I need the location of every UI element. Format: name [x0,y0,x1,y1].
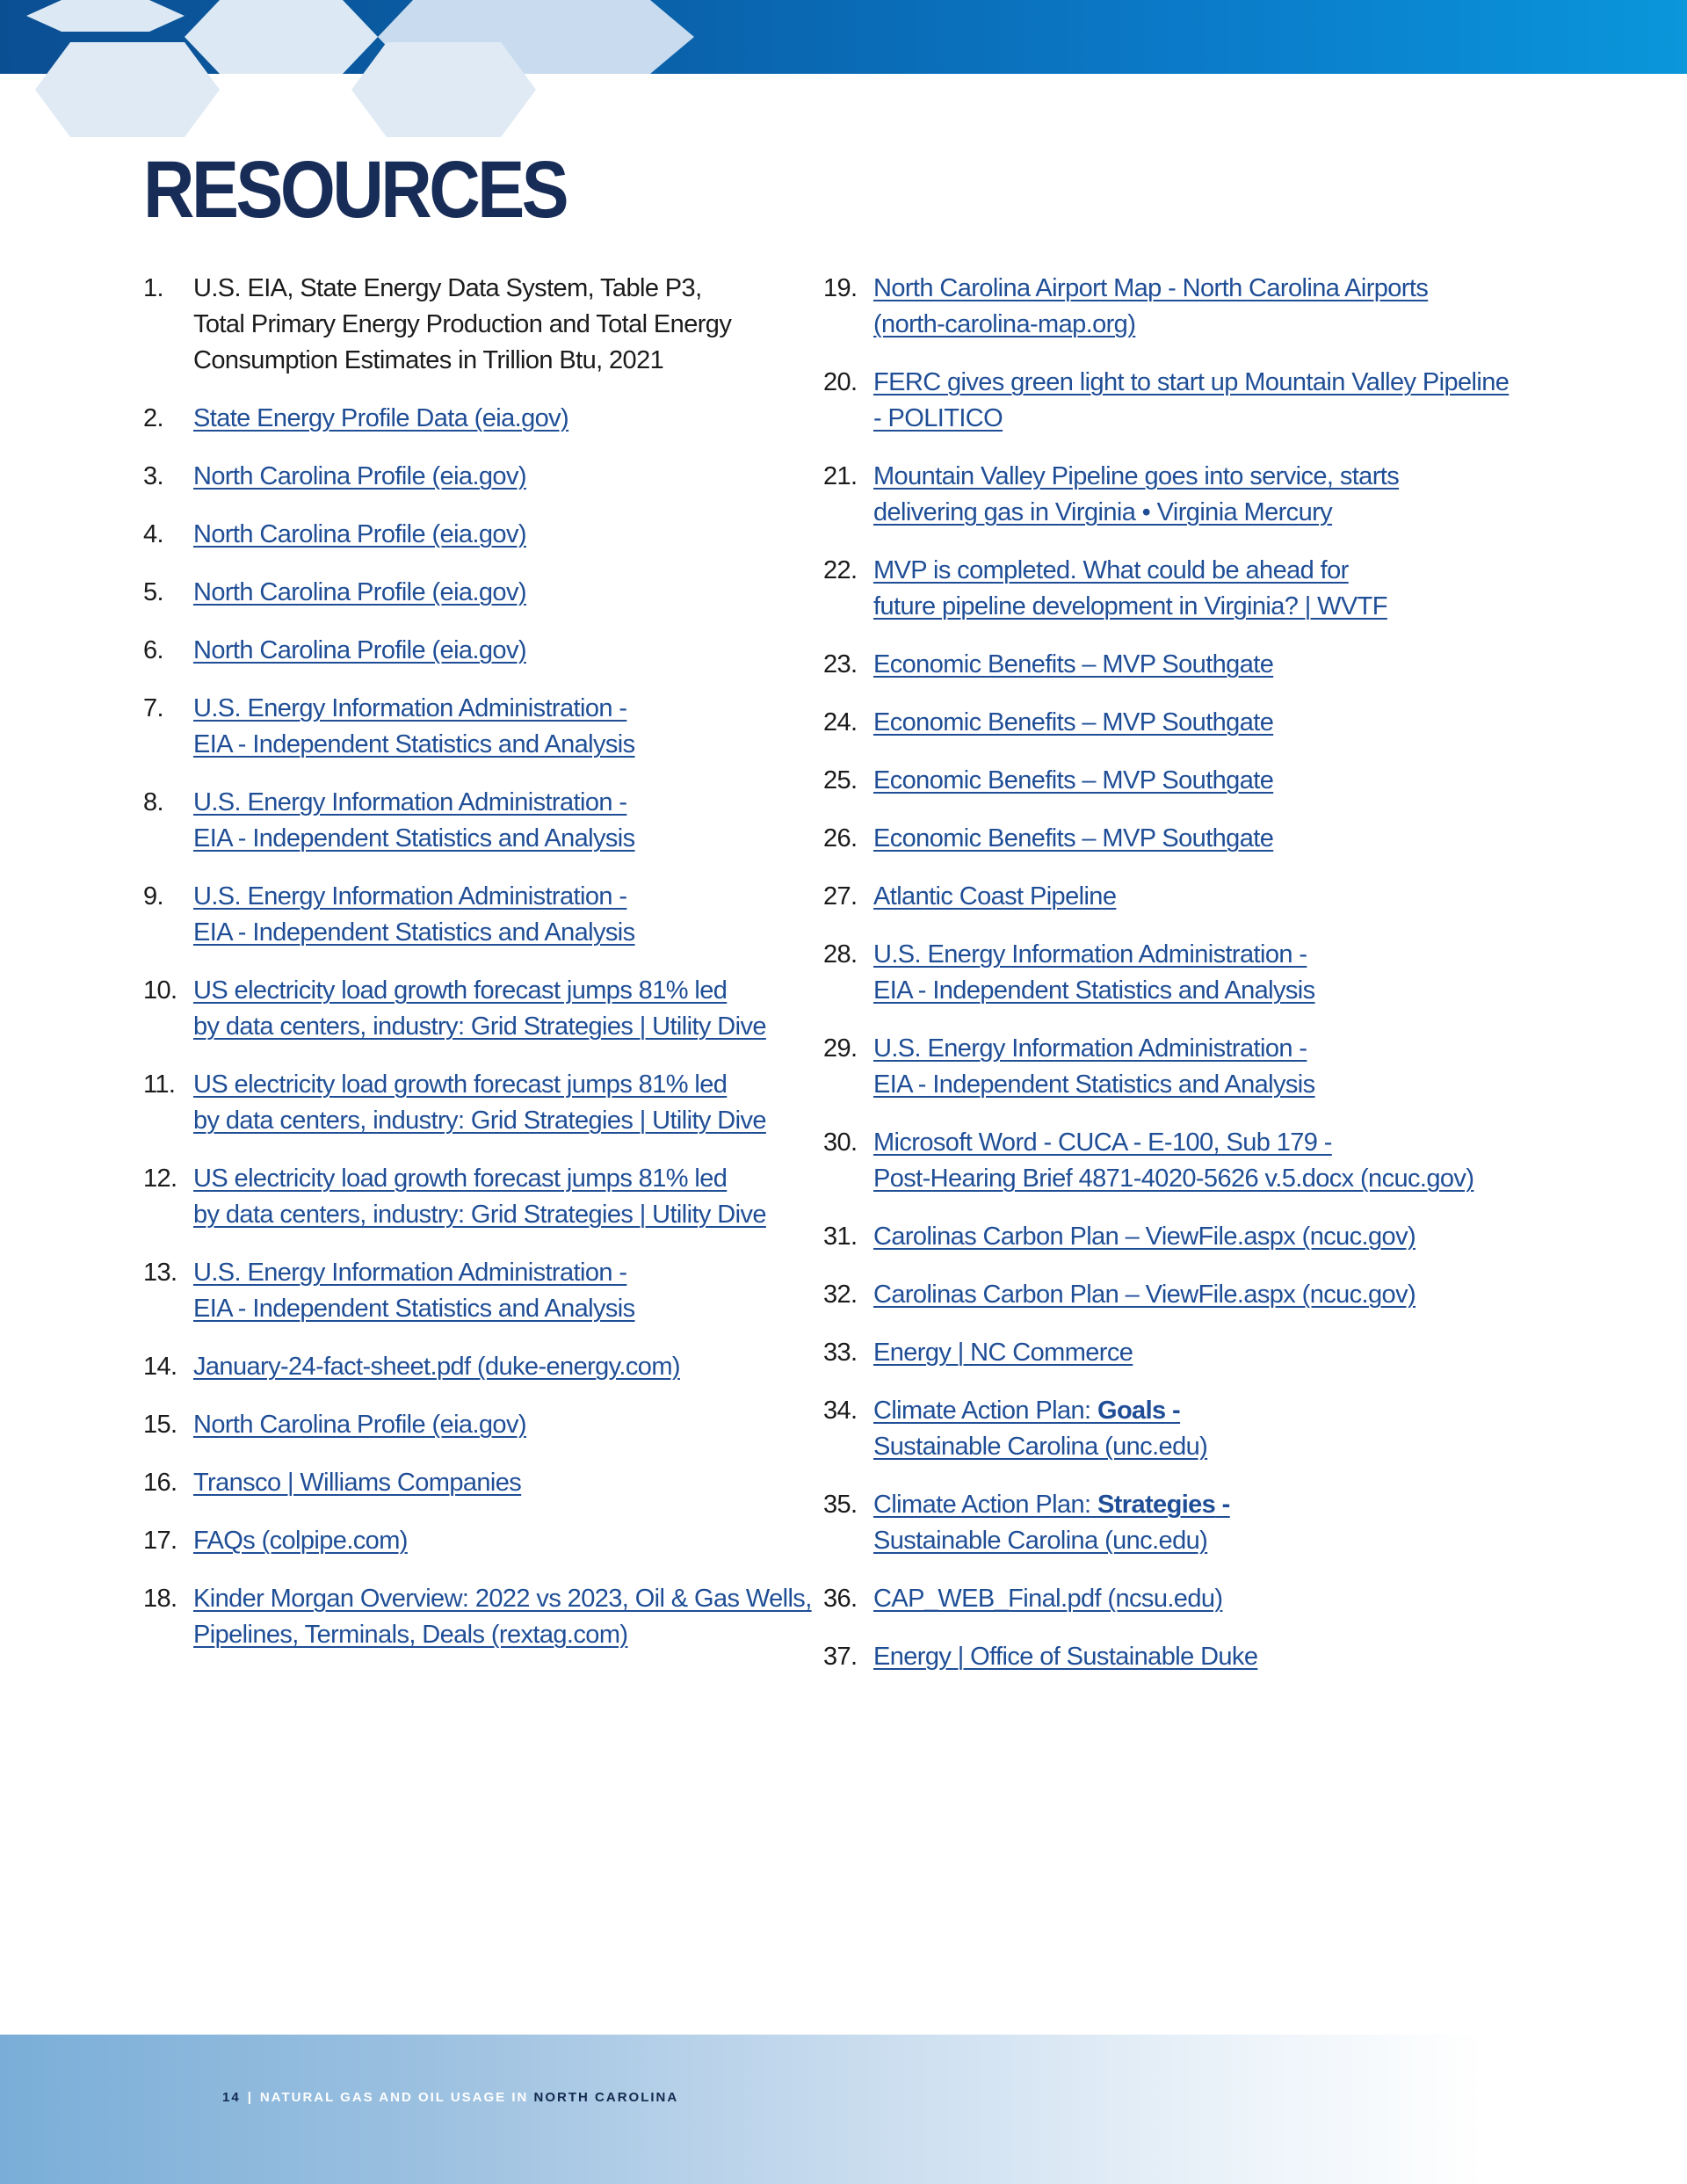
reference-link[interactable] [873,1125,1473,1197]
reference-text [873,647,1273,683]
reference-number: 27. [823,882,858,911]
reference-link[interactable] [193,1067,766,1139]
reference-link[interactable] [873,1277,1415,1313]
reference-number: 17. [143,1527,177,1555]
reference-number: 13. [143,1259,177,1287]
reference-line: delivering gas in Virginia • Virginia Mercury [873,498,1333,526]
reference-text [873,271,1428,343]
reference-line: EIA - Independent Statistics and Analysis [193,1295,635,1323]
reference-link[interactable] [193,1407,526,1443]
reference-line: EIA - Independent Statistics and Analysis [193,918,635,947]
reference-line: EIA - Independent Statistics and Analysis [873,976,1315,1005]
reference-text [873,937,1315,1009]
reference-link[interactable] [873,1487,1230,1559]
reference-line: January-24-fact-sheet.pdf (duke-energy.com) [193,1353,680,1381]
reference-item [143,575,811,611]
reference-text [873,1219,1415,1255]
reference-bold: Strategies [1097,1491,1216,1519]
reference-number: 35. [823,1491,858,1519]
footer [222,2090,678,2105]
reference-line: EIA - Independent Statistics and Analysis [873,1070,1315,1099]
reference-link[interactable] [873,879,1116,915]
reference-bold: Goals [1097,1397,1166,1425]
reference-line: CAP_WEB_Final.pdf (ncsu.edu) [873,1585,1223,1613]
reference-line: by data centers, industry: Grid Strategies | Utility Dive [193,1201,766,1229]
footer-prefix: NATURAL GAS AND OIL USAGE IN [259,2090,529,2105]
reference-link[interactable] [873,1639,1257,1675]
reference-number: 2. [143,404,163,432]
reference-line: U.S. Energy Information Administration - [873,940,1307,969]
reference-link[interactable] [193,691,635,763]
reference-line: North Carolina Profile (eia.gov) [193,1411,526,1439]
reference-item [823,1219,1491,1255]
reference-text [193,1067,766,1139]
reference-text [193,575,526,611]
reference-item [823,821,1491,857]
reference-item [823,1125,1491,1197]
references-list-right [823,271,1510,1697]
reference-line: North Carolina Profile (eia.gov) [193,520,526,548]
reference-number: 9. [143,882,163,911]
reference-link[interactable] [193,575,526,611]
reference-line: Sustainable Carolina (unc.edu) [873,1527,1208,1555]
reference-number: 37. [823,1643,858,1671]
reference-line: Carolinas Carbon Plan – ViewFile.aspx (ncuc.gov) [873,1281,1416,1309]
reference-line: EIA - Independent Statistics and Analysis [193,730,635,758]
reference-text [873,1393,1207,1465]
reference-line: Economic Benefits – MVP Southgate [873,650,1274,678]
reference-number: 16. [143,1469,177,1497]
reference-number: 10. [143,976,177,1005]
reference-item [143,633,811,669]
reference-item [823,647,1491,683]
reference-link[interactable] [873,821,1273,857]
reference-text [873,1581,1222,1617]
reference-item [143,1407,811,1443]
reference-text [193,517,526,553]
reference-line: (north-carolina-map.org) [873,310,1136,338]
reference-number: 31. [823,1223,858,1251]
reference-item [143,1255,811,1327]
reference-line: future pipeline development in Virginia? | WVTF [873,592,1387,620]
reference-item [143,1523,811,1559]
reference-text [193,973,766,1045]
reference-number: 12. [143,1165,177,1193]
reference-line: Kinder Morgan Overview: 2022 vs 2023, Oil & Gas Wells, [193,1585,812,1613]
reference-item [143,1067,811,1139]
reference-number: 32. [823,1281,858,1309]
reference-number: 29. [823,1034,858,1063]
reference-number: 15. [143,1411,177,1439]
reference-link[interactable] [873,937,1315,1009]
reference-item [823,271,1491,343]
reference-number: 8. [143,788,163,816]
reference-text [193,879,635,951]
reference-line: Climate Action Plan: Goals - [873,1397,1181,1425]
reference-item [143,459,811,495]
reference-text [873,763,1273,799]
reference-link[interactable] [193,1581,812,1653]
reference-link[interactable] [873,271,1428,343]
reference-line: Pipelines, Terminals, Deals (rextag.com) [193,1621,628,1649]
references-list-left [143,271,811,1675]
reference-text [193,401,568,437]
reference-line: Microsoft Word - CUCA - E-100, Sub 179 - [873,1128,1332,1157]
reference-number: 28. [823,940,858,969]
reference-link[interactable] [193,1523,408,1559]
reference-link[interactable] [193,785,635,857]
footer-separator: | [247,2090,253,2105]
reference-line: - POLITICO [873,404,1003,432]
reference-item [823,705,1491,741]
reference-link[interactable] [873,647,1273,683]
page-number: 14 [222,2090,241,2105]
reference-link[interactable] [193,1465,521,1501]
reference-item [823,1487,1491,1559]
reference-number: 22. [823,556,858,584]
reference-number: 14. [143,1353,177,1381]
reference-line: by data centers, industry: Grid Strategies | Utility Dive [193,1012,766,1041]
reference-link[interactable] [873,553,1387,625]
reference-item [143,517,811,553]
reference-text [873,1277,1415,1313]
reference-item [823,937,1491,1009]
reference-text [873,1335,1133,1371]
reference-line: EIA - Independent Statistics and Analysis [193,824,635,853]
reference-number: 6. [143,636,163,664]
reference-number: 33. [823,1339,858,1367]
reference-line: U.S. Energy Information Administration - [193,788,627,816]
reference-text [873,1031,1315,1103]
reference-line: US electricity load growth forecast jumps 81% led [193,1165,728,1193]
reference-number: 3. [143,462,163,490]
reference-number: 20. [823,368,858,396]
reference-line: Economic Benefits – MVP Southgate [873,824,1274,853]
reference-line: Climate Action Plan: Strategies - [873,1491,1230,1519]
reference-link[interactable] [193,633,526,669]
reference-link[interactable] [873,1581,1222,1617]
reference-link[interactable] [193,459,526,495]
reference-link[interactable] [193,1255,635,1327]
reference-link[interactable] [873,1031,1315,1103]
reference-text [873,553,1387,625]
reference-number: 5. [143,578,163,606]
reference-line: Sustainable Carolina (unc.edu) [873,1433,1208,1461]
reference-line: Atlantic Coast Pipeline [873,882,1117,911]
reference-text [873,1639,1257,1675]
footer-state: NORTH CAROLINA [533,2090,679,2105]
reference-text [873,365,1509,437]
reference-text [873,1487,1230,1559]
reference-item [823,1581,1491,1617]
reference-item [143,401,811,437]
reference-line: U.S. EIA, State Energy Data System, Table P3, [193,274,702,302]
reference-link[interactable] [873,1335,1133,1371]
reference-text [193,1465,521,1501]
reference-line: U.S. Energy Information Administration - [193,1259,627,1287]
reference-link[interactable] [193,517,526,553]
reference-link[interactable] [193,401,568,437]
reference-text [193,691,635,763]
reference-number: 24. [823,708,858,736]
reference-line: FERC gives green light to start up Mountain Valley Pipeline [873,368,1510,396]
reference-item [823,1031,1491,1103]
reference-number: 4. [143,520,163,548]
reference-link[interactable] [193,1161,766,1233]
reference-text [193,1349,680,1385]
reference-line: North Carolina Airport Map - North Carolina Airports [873,274,1429,302]
reference-number: 23. [823,650,858,678]
reference-number: 11. [143,1070,176,1099]
reference-item [143,1161,811,1233]
page-title: RESOURCES [143,145,567,235]
footer-band [0,2035,1687,2184]
reference-link[interactable] [193,1349,680,1385]
reference-line: U.S. Energy Information Administration - [193,694,627,722]
reference-text [193,1255,635,1327]
reference-text [193,271,731,379]
reference-item [823,879,1491,915]
reference-text [193,459,526,495]
reference-link[interactable] [873,365,1509,437]
reference-text [193,1161,766,1233]
reference-link[interactable] [193,879,635,951]
reference-number: 7. [143,694,163,722]
reference-text [873,879,1116,915]
reference-line: Total Primary Energy Production and Total Energy [193,310,732,338]
reference-item [823,1393,1491,1465]
reference-line: State Energy Profile Data (eia.gov) [193,404,569,432]
reference-item [143,973,811,1045]
reference-number: 26. [823,824,858,853]
reference-item [143,1349,811,1385]
reference-link[interactable] [193,973,766,1045]
reference-item [823,553,1491,625]
reference-item [143,785,811,857]
reference-text [193,785,635,857]
reference-text [193,1407,526,1443]
reference-line: Economic Benefits – MVP Southgate [873,708,1274,736]
reference-link[interactable] [873,1393,1207,1465]
reference-number: 34. [823,1397,858,1425]
reference-text [193,633,526,669]
reference-item [143,691,811,763]
reference-line: North Carolina Profile (eia.gov) [193,636,526,664]
reference-line: North Carolina Profile (eia.gov) [193,462,526,490]
reference-line: US electricity load growth forecast jumps 81% led [193,1070,728,1099]
reference-line: Post-Hearing Brief 4871-4020-5626 v.5.docx (ncuc.gov) [873,1165,1474,1193]
reference-text [873,459,1399,531]
reference-number: 36. [823,1585,858,1613]
reference-item [823,1335,1491,1371]
reference-line: Consumption Estimates in Trillion Btu, 2021 [193,346,664,374]
reference-line: MVP is completed. What could be ahead for [873,556,1349,584]
reference-line: Energy | NC Commerce [873,1339,1133,1367]
reference-item [823,459,1491,531]
reference-item [823,365,1510,437]
reference-line: North Carolina Profile (eia.gov) [193,578,526,606]
reference-text [873,1125,1473,1197]
reference-line: FAQs (colpipe.com) [193,1527,408,1555]
reference-link[interactable] [873,763,1273,799]
reference-item [143,1581,811,1653]
reference-text [193,1581,812,1653]
reference-link[interactable] [873,459,1399,531]
reference-number: 19. [823,274,858,302]
reference-item [143,271,811,379]
reference-number: 21. [823,462,858,490]
reference-line: Transco | Williams Companies [193,1469,522,1497]
reference-text [193,1523,408,1559]
reference-number: 25. [823,766,858,795]
reference-text [873,821,1273,857]
reference-line: U.S. Energy Information Administration - [193,882,627,911]
hexagon-pattern [0,0,720,141]
reference-line: by data centers, industry: Grid Strategies | Utility Dive [193,1107,766,1135]
reference-item [823,1639,1491,1675]
reference-number: 30. [823,1128,858,1157]
reference-line: US electricity load growth forecast jumps 81% led [193,976,728,1005]
reference-line: U.S. Energy Information Administration - [873,1034,1307,1063]
reference-item [823,1277,1491,1313]
reference-line: Economic Benefits – MVP Southgate [873,766,1274,795]
reference-number: 18. [143,1585,177,1613]
reference-number: 1. [143,274,163,302]
reference-line: Carolinas Carbon Plan – ViewFile.aspx (ncuc.gov) [873,1223,1416,1251]
reference-link[interactable] [873,1219,1415,1255]
reference-item [143,879,811,951]
reference-link[interactable] [873,705,1273,741]
reference-item [143,1465,811,1501]
reference-line: Mountain Valley Pipeline goes into service, starts [873,462,1400,490]
reference-item [823,763,1491,799]
reference-text [873,705,1273,741]
reference-line: Energy | Office of Sustainable Duke [873,1643,1258,1671]
